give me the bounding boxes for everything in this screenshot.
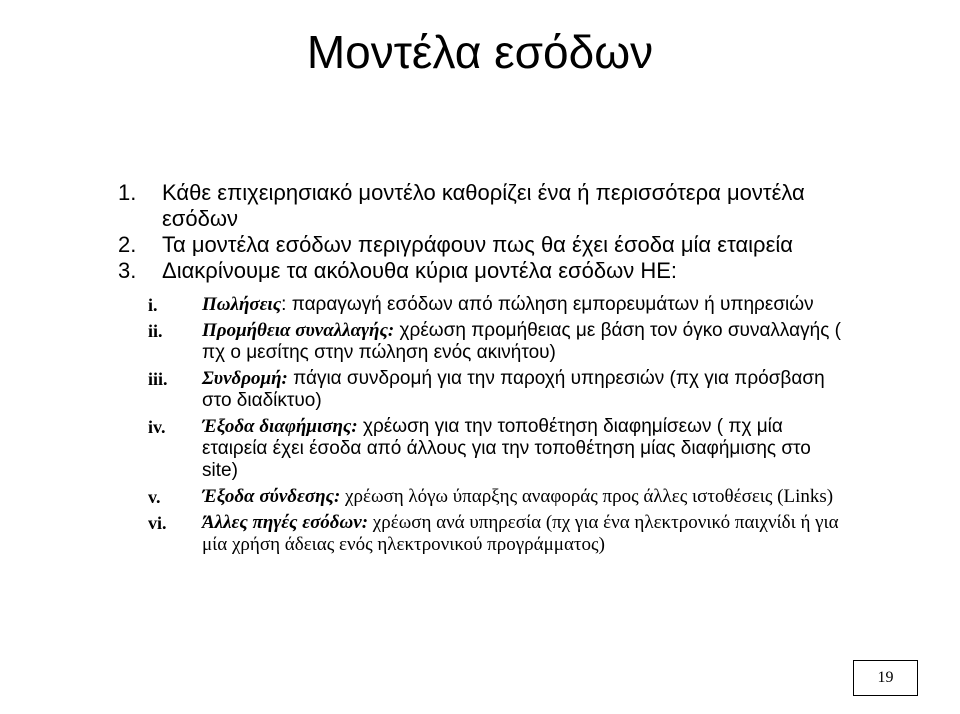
- slide-title: Μοντέλα εσόδων: [306, 26, 654, 78]
- page-number: 19: [853, 660, 918, 696]
- list-item: [148, 486, 848, 508]
- list-item-text: Κάθε επιχειρησιακό μοντέλο καθορίζει ένα ή περισσότερα μοντέλα εσόδων: [162, 180, 805, 231]
- list-item: [118, 258, 858, 284]
- list-item: [148, 368, 848, 412]
- model-description: χρέωση για την τοποθέτηση διαφημίσεων ( πχ μία εταιρεία έχει έσοδα από άλλους για την τοποθέτηση μίας διαφήμισης στο site): [202, 416, 811, 481]
- model-name: Άλλες πηγές εσόδων:: [202, 512, 369, 533]
- model-name: Συνδρομή:: [202, 368, 288, 389]
- list-marker: v.: [148, 487, 161, 507]
- list-item-text: Τα μοντέλα εσόδων περιγράφουν πως θα έχει έσοδα μία εταιρεία: [162, 232, 793, 257]
- numbered-list: [118, 180, 858, 284]
- model-name: Προμήθεια συναλλαγής:: [202, 320, 395, 341]
- model-description: χρέωση ανά υπηρεσία (πχ για ένα ηλεκτρονικό παιχνίδι ή για μία χρήση άδειας ενός ηλεκτρονικού προγράμματος): [202, 512, 839, 555]
- list-item: [148, 320, 848, 364]
- revenue-models-list: [148, 294, 848, 556]
- list-item: [118, 180, 858, 232]
- list-item: [148, 416, 848, 482]
- model-description: πάγια συνδρομή για την παροχή υπηρεσιών (πχ για πρόσβαση στο διαδίκτυο): [202, 368, 825, 411]
- list-marker: i.: [148, 295, 158, 315]
- list-marker: vi.: [148, 513, 167, 533]
- list-item: [148, 512, 848, 556]
- model-name: Έξοδα διαφήμισης:: [202, 416, 358, 437]
- list-marker: 1.: [118, 180, 137, 205]
- list-item: [118, 232, 858, 258]
- list-item: [148, 294, 848, 316]
- list-marker: 3.: [118, 258, 137, 283]
- model-name: Έξοδα σύνδεσης:: [202, 486, 341, 507]
- list-marker: 2.: [118, 232, 137, 257]
- list-marker: ii.: [148, 321, 163, 341]
- list-marker: iv.: [148, 417, 166, 437]
- model-description: χρέωση λόγω ύπαρξης αναφοράς προς άλλες ιστοθέσεις (Links): [340, 486, 834, 507]
- model-description: χρέωση προμήθειας με βάση τον όγκο συναλλαγής ( πχ ο μεσίτης στην πώληση ενός ακινήτου): [202, 320, 841, 363]
- list-marker: iii.: [148, 369, 168, 389]
- model-name: Πωλήσεις: [202, 294, 282, 315]
- model-description: : παραγωγή εσόδων από πώληση εμπορευμάτων ή υπηρεσιών: [281, 294, 814, 315]
- list-item-text: Διακρίνουμε τα ακόλουθα κύρια μοντέλα εσόδων ΗΕ:: [162, 258, 678, 283]
